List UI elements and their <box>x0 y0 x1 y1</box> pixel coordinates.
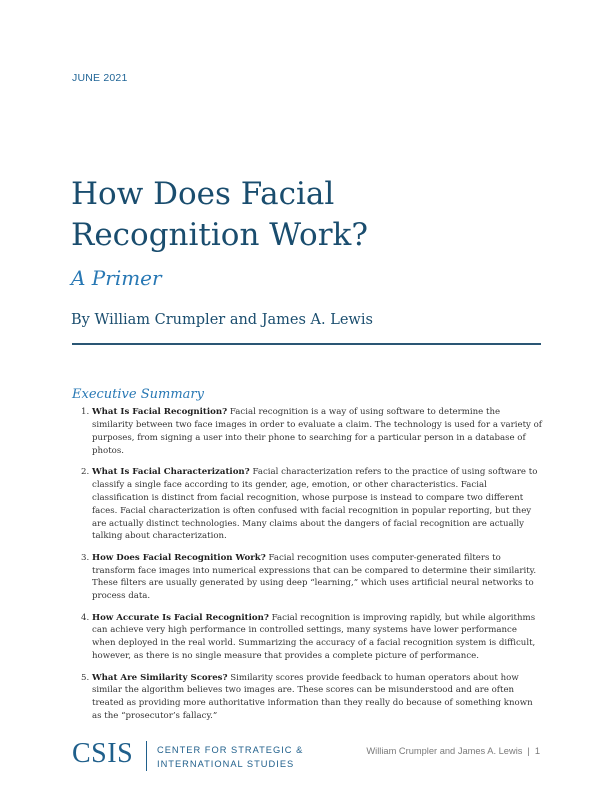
summary-item-text: Facial recognition uses computer-generated filters to transform face images into numerical expressions that can be compared to determine their similarity. These filters are usually generated by using deep “learning,” which uses artificial neural networks to process data. <box>92 552 537 602</box>
title-line-2: Recognition Work? <box>71 217 368 253</box>
summary-item-number: 5. <box>81 672 90 683</box>
page-number: 1 <box>534 746 540 756</box>
footer-running-head <box>366 746 540 756</box>
publication-date: JUNE 2021 <box>72 72 128 84</box>
document-subtitle: A Primer <box>71 266 162 290</box>
title-divider <box>72 343 541 345</box>
org-name-line-2: INTERNATIONAL STUDIES <box>157 759 295 769</box>
summary-item-text: Facial characterization refers to the practice of using software to classify a single face according to its gender, age, emotion, or other characteristics. Facial classification is distinct from facial recognition, whose purpose is instead to compare two different faces. Facial characterization is often confused with facial recognition in popular reporting, but they are actually distinct technologies. Many claims about the dangers of facial recognition are actually talking about characterization. <box>92 466 538 542</box>
summary-item <box>72 552 542 604</box>
summary-item-lead: What Are Similarity Scores? <box>92 672 228 683</box>
document-title <box>71 174 541 256</box>
summary-item-lead: What Is Facial Characterization? <box>92 466 250 477</box>
summary-item-text: Facial recognition is a way of using software to determine the similarity between two face images in order to evaluate a claim. The technology is used for a variety of purposes, from signing a user into their phone to searching for a particular person in a database of photos. <box>92 407 542 456</box>
summary-item-lead: How Accurate Is Facial Recognition? <box>92 612 269 623</box>
executive-summary-list <box>72 406 542 731</box>
executive-summary-heading: Executive Summary <box>72 387 204 402</box>
summary-item-lead: What Is Facial Recognition? <box>92 407 228 417</box>
footer-separator: | <box>527 746 530 756</box>
footer-authors: William Crumpler and James A. Lewis <box>366 746 523 756</box>
footer-logo-divider <box>146 741 147 771</box>
summary-item-number: 1. <box>81 407 90 417</box>
csis-logo: CSIS <box>72 738 134 769</box>
summary-item <box>72 672 542 724</box>
summary-item-number: 2. <box>81 466 90 477</box>
summary-item-number: 4. <box>81 612 90 623</box>
summary-item-lead: How Does Facial Recognition Work? <box>92 552 266 563</box>
summary-item <box>72 612 542 664</box>
summary-item-text: Similarity scores provide feedback to human operators about how similar the algorithm believes two images are. These scores can be misunderstood and are often treated as providing more authoritative information than they really do because of something known as the “prosecutor’s fallacy.” <box>92 672 533 722</box>
org-name-line-1: CENTER FOR STRATEGIC & <box>157 745 304 755</box>
summary-item <box>72 466 542 543</box>
summary-item-number: 3. <box>81 552 90 563</box>
footer-organization-name <box>157 743 303 771</box>
title-line-1: How Does Facial <box>71 176 335 212</box>
author-byline: By William Crumpler and James A. Lewis <box>71 312 373 328</box>
summary-item <box>72 406 542 458</box>
summary-item-text: Facial recognition is improving rapidly, but while algorithms can achieve very high performance in controlled settings, many systems have lower performance when deployed in the real world. Summarizing the accuracy of a facial recognition system is difficult, however, as there is no single measure that provides a complete picture of performance. <box>92 612 536 662</box>
